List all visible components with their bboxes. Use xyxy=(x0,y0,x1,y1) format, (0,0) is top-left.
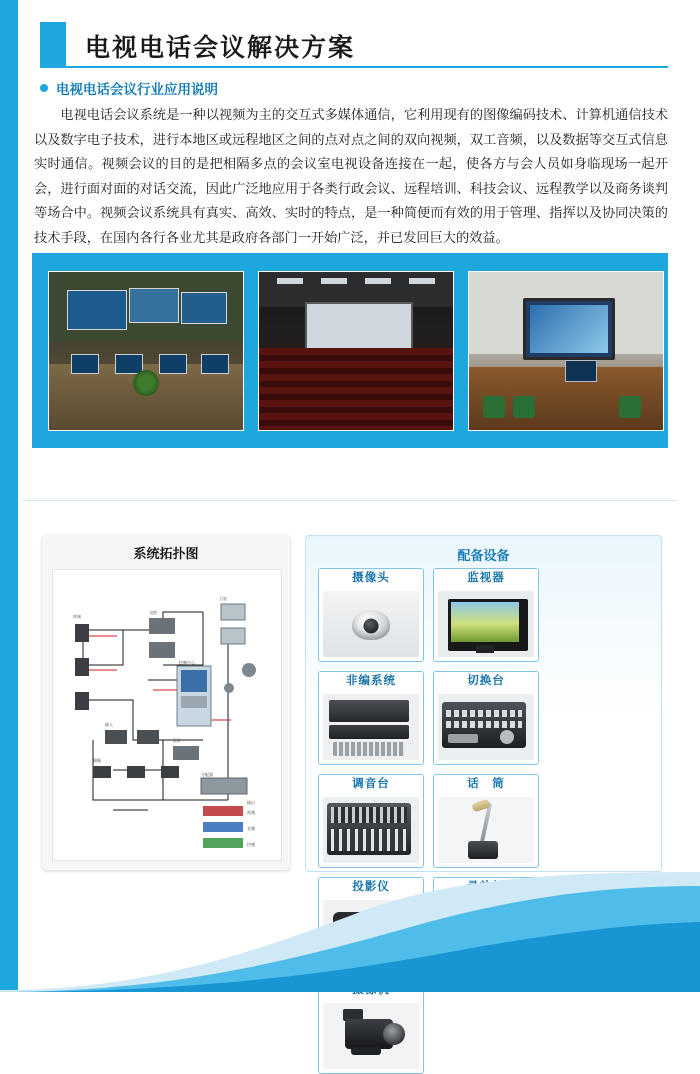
switcher-button-row-1 xyxy=(446,710,522,717)
bullet-icon xyxy=(40,84,48,92)
photo2-light-2 xyxy=(321,278,347,284)
equipment-item-nle-system[interactable] xyxy=(318,671,424,765)
equipment-label: 摄像头 xyxy=(319,569,423,588)
topology-panel xyxy=(42,535,290,870)
footer-swoosh xyxy=(0,872,700,992)
equipment-label: 切换台 xyxy=(434,672,538,691)
equipment-item-microphone[interactable] xyxy=(433,774,539,868)
topology-title: 系统拓扑图 xyxy=(133,546,199,561)
topology-svg xyxy=(53,570,281,860)
photo3-laptop xyxy=(565,360,597,382)
svg-text:输入: 输入 xyxy=(105,722,113,727)
photo-auditorium-projection-hall xyxy=(258,271,454,431)
topology-diagram xyxy=(52,569,282,861)
photo2-light-1 xyxy=(277,278,303,284)
photo1-monitor-4 xyxy=(201,354,229,374)
lower-section xyxy=(0,500,700,920)
svg-text:交换: 交换 xyxy=(149,610,157,615)
equipment-item-camcorder[interactable] xyxy=(318,980,424,1074)
equipment-title: 配备设备 xyxy=(457,548,510,563)
equipment-label: 话 筒 xyxy=(434,775,538,794)
camcorder-lens xyxy=(383,1023,405,1045)
switcher-fader xyxy=(448,734,478,743)
monitor-stand xyxy=(476,645,494,653)
photo3-chair-1 xyxy=(483,396,505,418)
equipment-panel xyxy=(305,535,662,893)
equipment-grid xyxy=(318,568,649,1074)
photo3-chair-2 xyxy=(513,396,535,418)
photo2-light-3 xyxy=(365,278,391,284)
photo-strip xyxy=(32,253,668,448)
equipment-label: 监视器 xyxy=(434,569,538,588)
equipment-label: 调音台 xyxy=(319,775,423,794)
page-title: 电视电话会议解决方案 xyxy=(85,35,356,62)
svg-text:摄像: 摄像 xyxy=(93,758,101,763)
microphone-base xyxy=(468,841,498,859)
svg-text:分配器: 分配器 xyxy=(201,772,213,777)
video-switcher-icon xyxy=(438,694,534,760)
nle-system-icon xyxy=(323,694,419,760)
equipment-item-ptz-camera[interactable] xyxy=(318,568,424,662)
photo3-chair-3 xyxy=(619,396,641,418)
photo2-projection-screen xyxy=(305,302,413,354)
monitor-frame xyxy=(448,599,528,651)
photo1-screen-2 xyxy=(129,288,179,323)
camcorder-icon xyxy=(323,1003,419,1069)
equipment-label: 投影仪 xyxy=(319,878,423,897)
section-divider xyxy=(22,500,678,501)
equipment-item-monitor[interactable] xyxy=(433,568,539,662)
switcher-joystick xyxy=(500,730,514,744)
photo-boardroom-flatscreen xyxy=(468,271,664,431)
section-heading-label: 电视电话会议行业应用说明 xyxy=(56,82,218,97)
svg-text:控制: 控制 xyxy=(247,842,255,847)
svg-text:矩阵: 矩阵 xyxy=(173,738,181,743)
equipment-item-video-switcher[interactable] xyxy=(433,671,539,765)
nle-unit-top xyxy=(329,700,409,722)
switcher-button-row-2 xyxy=(446,721,522,728)
nle-unit-bottom xyxy=(329,725,409,739)
photo1-plant xyxy=(133,370,159,396)
page-header xyxy=(40,22,668,66)
mixer-knobs xyxy=(331,807,407,823)
photo2-light-4 xyxy=(409,278,435,284)
monitor-screen xyxy=(451,602,519,642)
equipment-label: 非编系统 xyxy=(319,672,423,691)
photo3-flatscreen-image xyxy=(530,305,608,353)
svg-text:输出: 输出 xyxy=(247,800,255,805)
photo1-screen-3 xyxy=(181,292,227,324)
mixer-faders xyxy=(331,829,407,851)
svg-text:卫星: 卫星 xyxy=(219,596,227,601)
camcorder-handle xyxy=(351,1047,381,1055)
body-paragraph: 电视电话会议系统是一种以视频为主的交互式多媒体通信，它利用现有的图像编码技术、计算机通信技术以及数字电子技术，进行本地区或远程地区之间的点对点之间的双向视频，双工音频，以及数据等交互式信息实时通信。视频会议的目的是把相隔多点的会议室电视设备连接在一起，使各方与会人员如身临现场一起开会，进行面对面的对话交流，因此广泛地应用于各类行政会议、远程培训、科技会议、远程教学以及商务谈判等场合中。视频会议系统具有真实、高效、实时的特点，是一种简便而有效的用于管理、指挥以及协同决策的技术手段，在国内各行各业尤其是政府各部门一开始广泛，并已发回巨大的效益。 xyxy=(34,107,668,245)
svg-text:视频: 视频 xyxy=(247,810,255,815)
nle-keyboard xyxy=(333,742,405,756)
photo-multi-screen-conference-room xyxy=(48,271,244,431)
header-divider xyxy=(40,66,668,68)
svg-text:终端: 终端 xyxy=(73,614,81,619)
photo1-screen-1 xyxy=(67,290,127,330)
header-accent-block xyxy=(40,22,66,66)
photo2-seating xyxy=(259,348,453,430)
audio-mixer-icon xyxy=(323,797,419,863)
monitor-icon xyxy=(438,591,534,657)
section-heading xyxy=(40,78,218,98)
ptz-camera-icon xyxy=(323,591,419,657)
svg-text:音频: 音频 xyxy=(247,826,255,831)
equipment-item-audio-mixer[interactable] xyxy=(318,774,424,868)
svg-text:控制中心: 控制中心 xyxy=(179,660,195,665)
photo1-monitor-1 xyxy=(71,354,99,374)
photo-list xyxy=(48,271,664,431)
photo3-flatscreen xyxy=(523,298,615,360)
photo1-monitor-3 xyxy=(159,354,187,374)
microphone-icon xyxy=(438,797,534,863)
